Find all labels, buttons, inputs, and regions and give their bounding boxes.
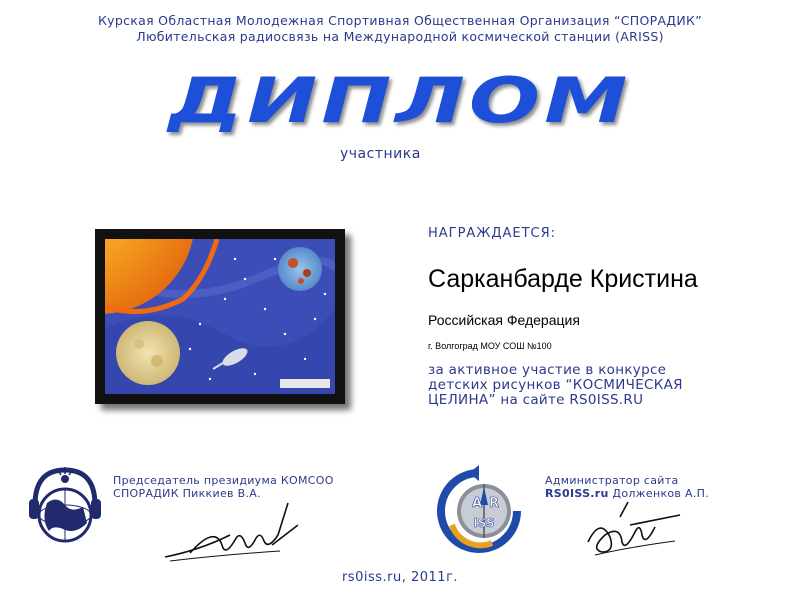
- chairman-name: СПОРАДИК Пиккиев В.А.: [113, 487, 261, 500]
- diploma-title-wrap: [168, 64, 632, 144]
- ariss-letter-r: R: [489, 496, 500, 511]
- admin-title: Администратор сайта: [545, 474, 679, 487]
- ariss-letter-a: A: [472, 496, 483, 511]
- award-reason: [428, 363, 768, 408]
- sporadic-globe-logo: [25, 465, 105, 550]
- footer-site-year: rs0iss.ru, 2011г.: [341, 570, 459, 585]
- diploma-title: ДИПЛОМ: [168, 64, 632, 137]
- diploma-subtitle: участника: [340, 146, 421, 162]
- award-reason-line: ЦЕЛИНА” на сайте RS0ISS.RU: [428, 392, 644, 408]
- chairman-signature: [160, 495, 300, 570]
- admin-name: Долженков А.П.: [608, 487, 709, 500]
- ariss-logo: [432, 465, 527, 555]
- award-reason-line: детских рисунков “КОСМИЧЕСКАЯ: [428, 377, 683, 393]
- awarded-label: НАГРАЖДАЕТСЯ:: [428, 226, 557, 241]
- award-reason-line: за активное участие в конкурсе: [428, 362, 667, 378]
- recipient-school: г. Волгоград МОУ СОШ №100: [428, 341, 552, 351]
- recipient-country: Российская Федерация: [428, 312, 580, 328]
- ariss-letters-iss: ISS: [473, 516, 495, 530]
- recipient-name: Сарканбарде Кристина: [428, 265, 698, 293]
- admin-site: RS0ISS.ru: [545, 487, 609, 500]
- admin-signature: [580, 497, 690, 567]
- chairman-title: Председатель президиума КОМСОО: [113, 474, 334, 487]
- organization-subtitle: Любительская радиосвязь на Международной космической станции (ARISS): [136, 29, 664, 44]
- child-drawing-frame: [95, 229, 345, 404]
- space-drawing-image: [105, 239, 335, 394]
- organization-name: Курская Областная Молодежная Спортивная Общественная Организация “СПОРАДИК”: [98, 13, 702, 28]
